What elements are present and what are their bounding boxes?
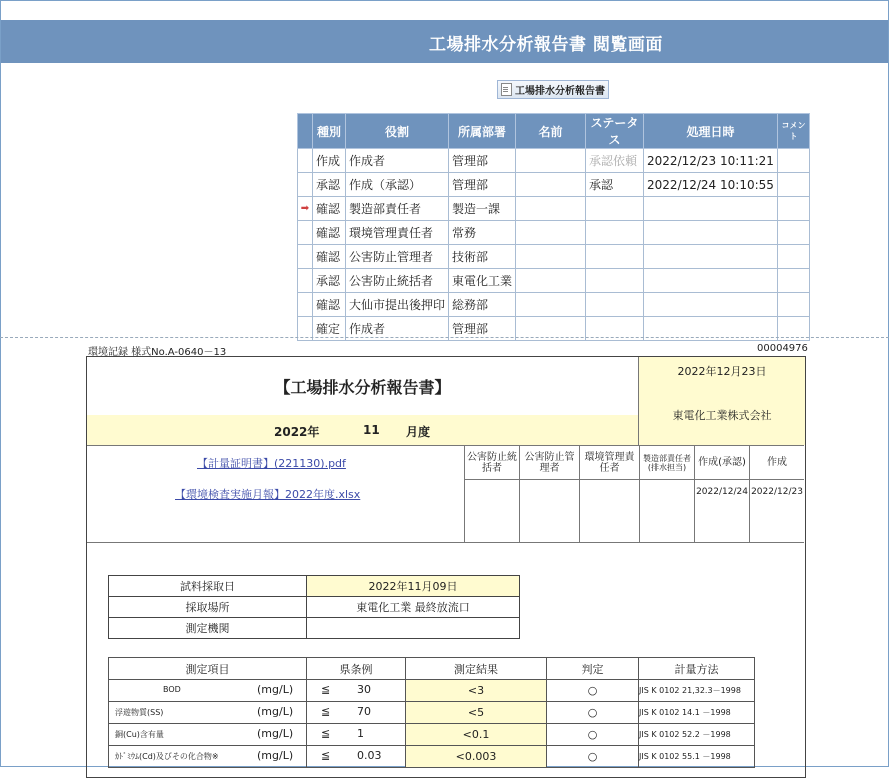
company-name: 東電化工業株式会社 (638, 385, 805, 445)
approval-row-dept: 製造一課 (449, 197, 516, 221)
measure-header-judge: 判定 (547, 658, 639, 680)
approval-row-name (516, 221, 586, 245)
measurement-limit-cell (307, 680, 406, 702)
approval-row-type: 作成 (313, 149, 346, 173)
measure-header-limit: 県条例 (307, 658, 406, 680)
measurement-item-cell (109, 746, 307, 768)
approval-row-role: 大仙市提出後押印 (346, 293, 449, 317)
signature-date: 2022/12/23 (751, 487, 803, 497)
signature-label: 公害防止管理者 (520, 446, 579, 480)
approval-row-role: 作成（承認） (346, 173, 449, 197)
approval-row-status: 承認依頼 (586, 149, 644, 173)
approval-row-role: 作成者 (346, 149, 449, 173)
approval-row-role: 環境管理責任者 (346, 221, 449, 245)
approval-row-datetime (644, 221, 778, 245)
signature-date (465, 479, 519, 487)
measurement-method: JIS K 0102 21,32.3－1998 (639, 680, 755, 702)
sample-info-table (108, 575, 520, 639)
measurement-limit: 1 (357, 727, 364, 740)
measurement-item: ｶﾄﾞﾐｳﾑ(Cd)及びその化合物※ (115, 752, 219, 761)
approval-header-dept: 所属部署 (449, 114, 516, 149)
signature-date (520, 479, 579, 487)
signature-date (640, 479, 694, 487)
signature-label: 作成(承認) (695, 446, 749, 480)
measurement-limit: 0.03 (357, 749, 382, 762)
measurement-item-cell (109, 680, 307, 702)
approval-row-status (586, 269, 644, 293)
measurement-limit-cell (307, 702, 406, 724)
measurement-result: <0.003 (406, 746, 547, 768)
approval-header-status: ステータス (586, 114, 644, 149)
signature-box-4 (639, 446, 694, 542)
fiscal-month-suffix: 月度 (406, 425, 431, 439)
approval-header-datetime: 処理日時 (644, 114, 778, 149)
approval-row-dept: 技術部 (449, 245, 516, 269)
approval-header-role: 役割 (346, 114, 449, 149)
approval-row-role: 公害防止管理者 (346, 245, 449, 269)
measurement-result: <5 (406, 702, 547, 724)
measurement-judge: ○ (547, 724, 639, 746)
approval-row-dept: 管理部 (449, 317, 516, 341)
measurement-unit: (mg/L) (257, 749, 294, 762)
approval-row-arrow-icon (298, 149, 313, 173)
approval-row (298, 245, 810, 269)
measurement-operator: ≦ (321, 683, 331, 696)
signature-date (580, 479, 639, 487)
approval-header-name: 名前 (516, 114, 586, 149)
measurement-result: <3 (406, 680, 547, 702)
approval-row-comment (778, 173, 810, 197)
measurement-operator: ≦ (321, 705, 331, 718)
approval-row-datetime (644, 293, 778, 317)
approval-row (298, 269, 810, 293)
approval-row-type: 確認 (313, 245, 346, 269)
measurement-item-cell (109, 702, 307, 724)
approval-row-name (516, 293, 586, 317)
approval-row-status: 承認 (586, 173, 644, 197)
approval-row-role: 公害防止統括者 (346, 269, 449, 293)
approval-row-arrow-icon (298, 245, 313, 269)
approval-row-dept: 総務部 (449, 293, 516, 317)
measurement-row (109, 724, 755, 746)
approval-header-row (298, 114, 810, 149)
document-icon (501, 83, 512, 96)
measurement-method: JIS K 0102 55.1 －1998 (639, 746, 755, 768)
signature-label: 作成 (750, 446, 804, 480)
measurement-judge: ○ (547, 680, 639, 702)
attachment-link-certificate[interactable]: 【計量証明書】(221130).pdf (197, 457, 346, 470)
approval-header-arrow (298, 114, 313, 149)
approval-row-name (516, 269, 586, 293)
measurement-judge: ○ (547, 746, 639, 768)
title-bar (1, 20, 888, 63)
measurement-row (109, 680, 755, 702)
approval-row-role: 製造部責任者 (346, 197, 449, 221)
approval-row-comment (778, 221, 810, 245)
measurement-item-cell (109, 724, 307, 746)
approval-row-dept: 常務 (449, 221, 516, 245)
approval-row-datetime: 2022/12/23 10:11:21 (644, 149, 778, 173)
approval-row-status (586, 245, 644, 269)
approval-row-arrow-icon (298, 269, 313, 293)
approval-row-dept: 管理部 (449, 173, 516, 197)
measurement-row (109, 746, 755, 768)
signature-box-2 (519, 446, 579, 542)
measurement-method: JIS K 0102 52.2 －1998 (639, 724, 755, 746)
measurement-unit: (mg/L) (257, 683, 294, 696)
report-sheet (86, 356, 806, 778)
measurement-table (108, 657, 755, 768)
measurement-operator: ≦ (321, 749, 331, 762)
measurement-item: 浮遊物質(SS) (115, 708, 164, 717)
approval-row-type: 確認 (313, 197, 346, 221)
approval-row-arrow-icon (298, 221, 313, 245)
measurement-limit-cell (307, 746, 406, 768)
document-number: 00004976 (757, 343, 808, 354)
approval-row (298, 197, 810, 221)
fiscal-month: 11 (363, 423, 380, 437)
approval-row-type: 確定 (313, 317, 346, 341)
measurement-unit: (mg/L) (257, 705, 294, 718)
approval-row-type: 承認 (313, 269, 346, 293)
approval-header-comment: コメント (778, 114, 810, 149)
approval-row-comment (778, 293, 810, 317)
measurement-method: JIS K 0102 14.1 －1998 (639, 702, 755, 724)
approval-row-status (586, 197, 644, 221)
approval-row-comment (778, 149, 810, 173)
approval-row-dept: 東電化工業 (449, 269, 516, 293)
approval-row-name (516, 149, 586, 173)
approval-row-arrow-icon (298, 173, 313, 197)
report-date: 2022年12月23日 (638, 357, 805, 386)
approval-row-status (586, 293, 644, 317)
sample-place-value: 東電化工業 最終放流口 (307, 597, 520, 618)
sample-org-value (307, 618, 520, 639)
sample-date-value: 2022年11月09日 (307, 576, 520, 597)
measurement-limit-cell (307, 724, 406, 746)
divider (87, 542, 804, 543)
approval-row-type: 確認 (313, 293, 346, 317)
fiscal-year: 2022年 (274, 425, 320, 439)
measurement-judge: ○ (547, 702, 639, 724)
sample-date-label: 試料採取日 (109, 576, 307, 597)
signature-label: 製造部責任者(排水担当) (640, 446, 694, 480)
approval-row (298, 173, 810, 197)
measurement-item: 銅(Cu)含有量 (115, 730, 164, 739)
approval-row (298, 149, 810, 173)
approval-row-name (516, 173, 586, 197)
measure-header-method: 計量方法 (639, 658, 755, 680)
sample-place-label: 採取場所 (109, 597, 307, 618)
signature-box-1 (464, 446, 519, 542)
approval-row-dept: 管理部 (449, 149, 516, 173)
form-number: 環境記録 様式No.A-0640－13 (88, 347, 227, 358)
signature-label: 環境管理責任者 (580, 446, 639, 480)
approval-row-arrow-icon (298, 293, 313, 317)
sample-org-label: 測定機関 (109, 618, 307, 639)
attachments (87, 446, 464, 542)
report-button-label: 工場排水分析報告書 (515, 86, 605, 97)
approval-row-comment (778, 197, 810, 221)
approval-header-type: 種別 (313, 114, 346, 149)
measurement-item: BOD (163, 685, 181, 694)
measurement-limit: 70 (357, 705, 371, 718)
page-title: 工場排水分析報告書 閲覧画面 (429, 35, 663, 55)
signature-label: 公害防止統括者 (465, 446, 519, 480)
attachment-link-monthly-report[interactable]: 【環境検査実施月報】2022年度.xlsx (175, 488, 361, 501)
approval-row-datetime (644, 197, 778, 221)
approval-row-datetime (644, 269, 778, 293)
measurement-operator: ≦ (321, 727, 331, 740)
section-divider (0, 337, 889, 338)
measurement-result: <0.1 (406, 724, 547, 746)
approval-table (297, 113, 810, 341)
measurement-limit: 30 (357, 683, 371, 696)
measurement-unit: (mg/L) (257, 727, 294, 740)
approval-row (298, 293, 810, 317)
approval-row-arrow-icon: ➡ (298, 197, 313, 221)
signature-box-6 (749, 446, 804, 542)
measure-header-item: 測定項目 (109, 658, 307, 680)
signature-box-5 (694, 446, 749, 542)
report-button[interactable] (497, 80, 609, 99)
report-title: 【工場排水分析報告書】 (274, 377, 451, 397)
approval-row-name (516, 197, 586, 221)
approval-row-name (516, 245, 586, 269)
signature-date: 2022/12/24 (696, 487, 748, 497)
approval-row (298, 221, 810, 245)
approval-row-role: 作成者 (346, 317, 449, 341)
approval-row-status (586, 221, 644, 245)
approval-row-datetime (644, 245, 778, 269)
measure-header-result: 測定結果 (406, 658, 547, 680)
measurement-row (109, 702, 755, 724)
approval-row-datetime: 2022/12/24 10:10:55 (644, 173, 778, 197)
fiscal-period (87, 415, 638, 445)
approval-row-type: 承認 (313, 173, 346, 197)
approval-row-comment (778, 245, 810, 269)
signature-box-3 (579, 446, 639, 542)
approval-row-type: 確認 (313, 221, 346, 245)
approval-row-comment (778, 269, 810, 293)
